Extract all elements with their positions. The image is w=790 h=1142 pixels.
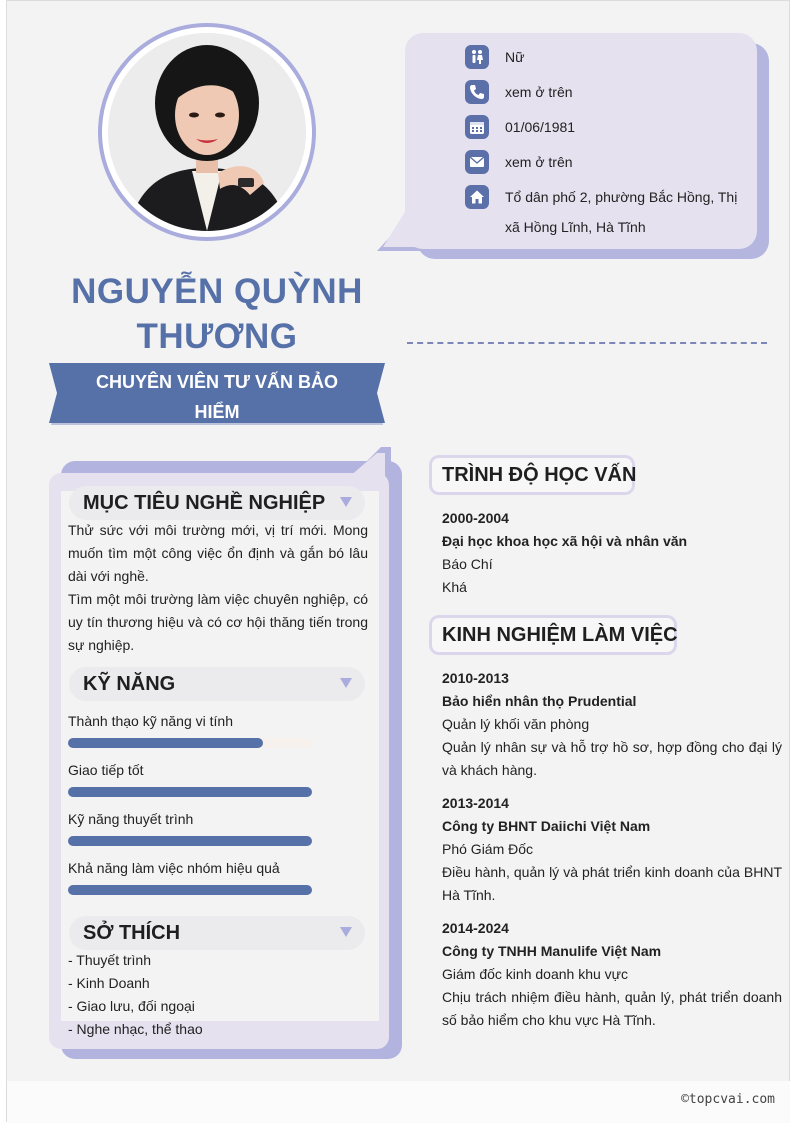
experience-role: Quản lý khối văn phòng bbox=[442, 716, 590, 732]
portrait-image bbox=[108, 33, 306, 231]
job-title: CHUYÊN VIÊN TƯ VẤN BẢO HIỂM bbox=[96, 372, 338, 422]
skill-label: Khả năng làm việc nhóm hiệu quả bbox=[68, 860, 280, 876]
skill-bar bbox=[68, 787, 312, 797]
calendar-icon bbox=[465, 115, 489, 139]
skill-bar bbox=[68, 885, 312, 895]
hobby-item: - Thuyết trình bbox=[68, 952, 152, 968]
experience-period: 2014-2024 bbox=[442, 920, 509, 936]
contact-birthday bbox=[465, 115, 743, 142]
experience-description: Quản lý nhân sự và hỗ trợ hồ sơ, hợp đồng cho đại lý và khách hàng. bbox=[442, 739, 782, 778]
hobby-item: - Kinh Doanh bbox=[68, 975, 150, 991]
education-major: Báo Chí bbox=[442, 556, 493, 572]
experience-period: 2010-2013 bbox=[442, 670, 509, 686]
experience-role: Phó Giám Đốc bbox=[442, 841, 534, 857]
skill-fill bbox=[68, 885, 312, 895]
experience-heading: KINH NGHIỆM LÀM VIỆC bbox=[429, 615, 677, 655]
gender-icon bbox=[465, 45, 489, 69]
contact-gender bbox=[465, 45, 743, 72]
education-grade: Khá bbox=[442, 579, 467, 595]
experience-company: Công ty BHNT Daiichi Việt Nam bbox=[442, 818, 651, 834]
education-period: 2000-2004 bbox=[442, 510, 509, 526]
skill-fill bbox=[68, 787, 312, 797]
experience-entry bbox=[442, 667, 782, 782]
triangle-down-icon bbox=[339, 496, 353, 508]
contact-email bbox=[465, 150, 743, 177]
job-title-ribbon bbox=[47, 363, 387, 427]
experience-description: Điều hành, quản lý và phát triển kinh doanh của BHNT Hà Tĩnh. bbox=[442, 864, 782, 903]
skill-label: Kỹ năng thuyết trình bbox=[68, 811, 194, 827]
experience-company: Công ty TNHH Manulife Việt Nam bbox=[442, 943, 662, 959]
skill-label: Thành thạo kỹ năng vi tính bbox=[68, 713, 233, 729]
experience-period: 2013-2014 bbox=[442, 795, 509, 811]
objective-text-1: Thử sức với môi trường mới, vị trí mới. Mong muốn tìm một công việc ổn định và gắn bó lâu dài với nghề. bbox=[68, 522, 368, 584]
education-heading: TRÌNH ĐỘ HỌC VẤN bbox=[429, 455, 635, 495]
skill-fill bbox=[68, 738, 263, 748]
hobby-item: - Nghe nhạc, thể thao bbox=[68, 1021, 203, 1037]
experience-description: Chịu trách nhiệm điều hành, quản lý, phát triển doanh số bảo hiểm cho khu vực Hà Tĩnh. bbox=[442, 989, 782, 1028]
skills-heading: KỸ NĂNG bbox=[69, 667, 365, 701]
contact-text: Nữ bbox=[505, 49, 525, 65]
skill-bar bbox=[68, 836, 312, 846]
education-school: Đại học khoa học xã hội và nhân văn bbox=[442, 533, 688, 549]
contact-card bbox=[405, 33, 757, 249]
experience-entry bbox=[442, 792, 782, 907]
contact-text: xem ở trên bbox=[505, 84, 573, 100]
experience-company: Bảo hiển nhân thọ Prudential bbox=[442, 693, 637, 709]
hobby-item: - Giao lưu, đối ngoại bbox=[68, 998, 195, 1014]
full-name: NGUYỄN QUỲNH THƯƠNG bbox=[71, 272, 363, 356]
email-icon bbox=[465, 150, 489, 174]
experience-entry bbox=[442, 917, 782, 1032]
objective-text-2: Tìm một môi trường làm việc chuyên nghiệp, có uy tín thương hiệu và có cơ hội thăng tiến trong sự nghiệp. bbox=[68, 591, 368, 653]
triangle-down-icon bbox=[339, 926, 353, 938]
education-entry bbox=[442, 507, 782, 599]
objective-heading: MỤC TIÊU NGHỀ NGHIỆP bbox=[69, 486, 365, 520]
skill-fill bbox=[68, 836, 312, 846]
contact-phone bbox=[465, 80, 743, 107]
contact-address bbox=[465, 185, 743, 242]
watermark: ©topcvai.com bbox=[681, 1092, 775, 1107]
avatar-frame bbox=[98, 23, 316, 241]
cv-page bbox=[6, 0, 790, 1122]
skill-bar bbox=[68, 738, 312, 748]
skill-label: Giao tiếp tốt bbox=[68, 762, 144, 778]
phone-icon bbox=[465, 80, 489, 104]
contact-text: Tổ dân phố 2, phường Bắc Hồng, Thị xã Hồng Lĩnh, Hà Tĩnh bbox=[505, 189, 738, 235]
avatar bbox=[108, 33, 306, 231]
experience-role: Giám đốc kinh doanh khu vực bbox=[442, 966, 629, 982]
contact-text: xem ở trên bbox=[505, 154, 573, 170]
divider bbox=[407, 342, 767, 344]
contact-text: 01/06/1981 bbox=[505, 119, 576, 135]
triangle-down-icon bbox=[339, 677, 353, 689]
hobbies-heading: SỞ THÍCH bbox=[69, 916, 365, 950]
home-icon bbox=[465, 185, 489, 209]
footer bbox=[7, 1081, 790, 1123]
